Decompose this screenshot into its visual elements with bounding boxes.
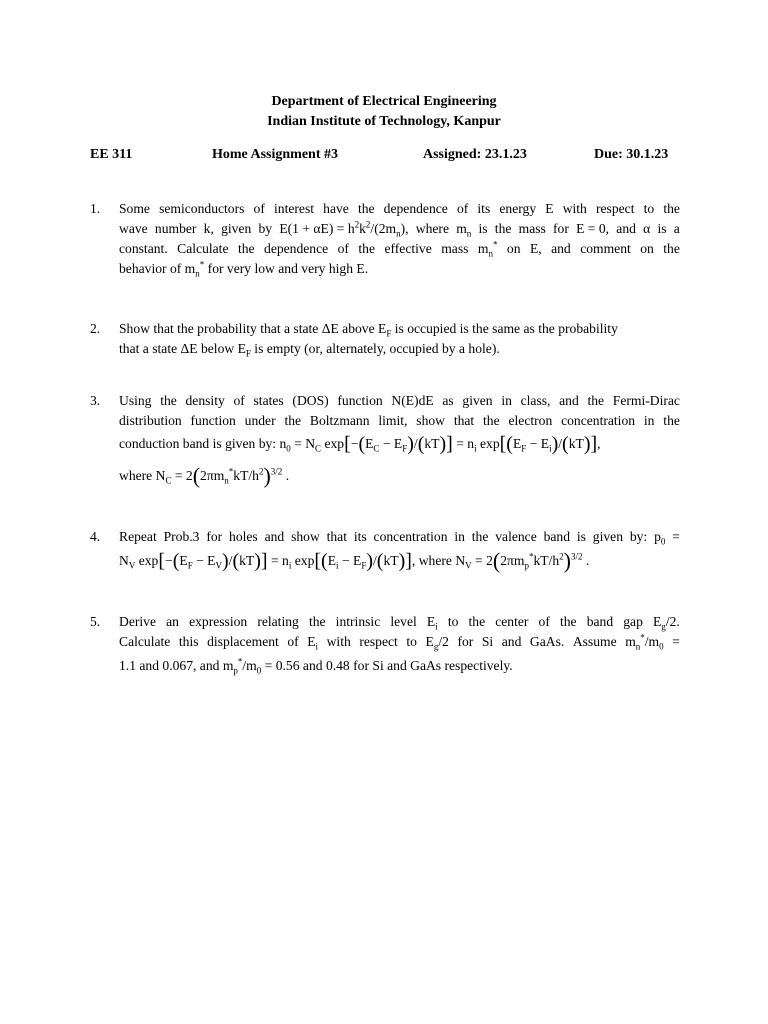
q3-line-3: conduction band is given by: $n_0 = N_C$ $\exp[-(E_C - E_F)/(kT)] = n_i$ $\exp[(E_F - E_i)/(kT)]$,	[119, 433, 601, 455]
q2-line-2: that a state ΔE below $E_F$ is empty (or, alternately, occupied by a hole).	[119, 341, 500, 359]
question-number: 5.	[90, 614, 101, 629]
q3-line-1: Using the density of states (DOS) function N(E)dE as given in class, and the Fermi-Dirac	[119, 393, 680, 408]
q3-line-4: where $N_C = 2(2\pi m_n^*kT/h^2)^{3/2}$ .	[119, 463, 290, 488]
q5-line-2: Calculate this displacement of $E_i$ with respect to $E_g/2$ for Si and GaAs. Assume $m_n^*/m_0$ =	[119, 632, 680, 652]
assigned-date: Assigned: 23.1.23	[423, 147, 527, 162]
q1-line-2: wave number k, given by $E(1 + \alpha E) = h^2k^2/(2m_n)$, where $m_n$ is the mass for E = 0, and α is a	[119, 219, 680, 239]
institute-title: Indian Institute of Technology, Kanpur	[267, 114, 501, 129]
question-3	[90, 391, 680, 486]
question-1	[90, 199, 680, 279]
q1-line-4: behavior of $m_n^*$ for very low and very high E.	[119, 259, 369, 279]
question-number: 1.	[90, 201, 101, 216]
department-title: Department of Electrical Engineering	[271, 94, 497, 109]
question-body	[119, 612, 680, 676]
question-number: 3.	[90, 393, 101, 408]
q2-line-1: Show that the probability that a state ΔE above $E_F$ is occupied is the same as the probability	[119, 321, 618, 339]
question-body	[119, 199, 680, 279]
q3-line-2: distribution function under the Boltzmann limit, show that the electron concentration in the	[119, 413, 680, 428]
question-2	[90, 319, 680, 359]
question-body	[119, 319, 680, 359]
document-header	[0, 92, 768, 132]
q4-line-1: Repeat Prob.3 for holes and show that its concentration in the valence band is given by: $p_0$ =	[119, 529, 680, 547]
question-5	[90, 612, 680, 676]
question-number: 4.	[90, 529, 101, 544]
question-body	[119, 527, 680, 571]
assignment-meta-row	[90, 147, 690, 167]
q5-line-3: 1.1 and 0.067, and $m_p^*/m_0 = 0.56$ and 0.48 for Si and GaAs respectively.	[119, 656, 513, 676]
q5-line-1: Derive an expression relating the intrinsic level $E_i$ to the center of the band gap $E_g/2$.	[119, 614, 680, 632]
assignment-title: Home Assignment #3	[212, 147, 338, 162]
q1-line-1: Some semiconductors of interest have the dependence of its energy E with respect to the	[119, 201, 680, 216]
question-4	[90, 527, 680, 571]
question-number: 2.	[90, 321, 101, 336]
question-body	[119, 391, 680, 486]
q4-line-2: $N_V$ $\exp[-(E_F - E_V)/(kT)] = n_i$ $\exp[(E_i - E_F)/(kT)]$, where $N_V = 2(2\pi m_p^*kT/h^2)^{3/2}$ .	[119, 548, 590, 573]
course-code: EE 311	[90, 147, 133, 162]
q1-line-3: constant. Calculate the dependence of the effective mass $m_n^*$ on E, and comment on the	[119, 239, 680, 259]
due-date: Due: 30.1.23	[594, 147, 669, 162]
